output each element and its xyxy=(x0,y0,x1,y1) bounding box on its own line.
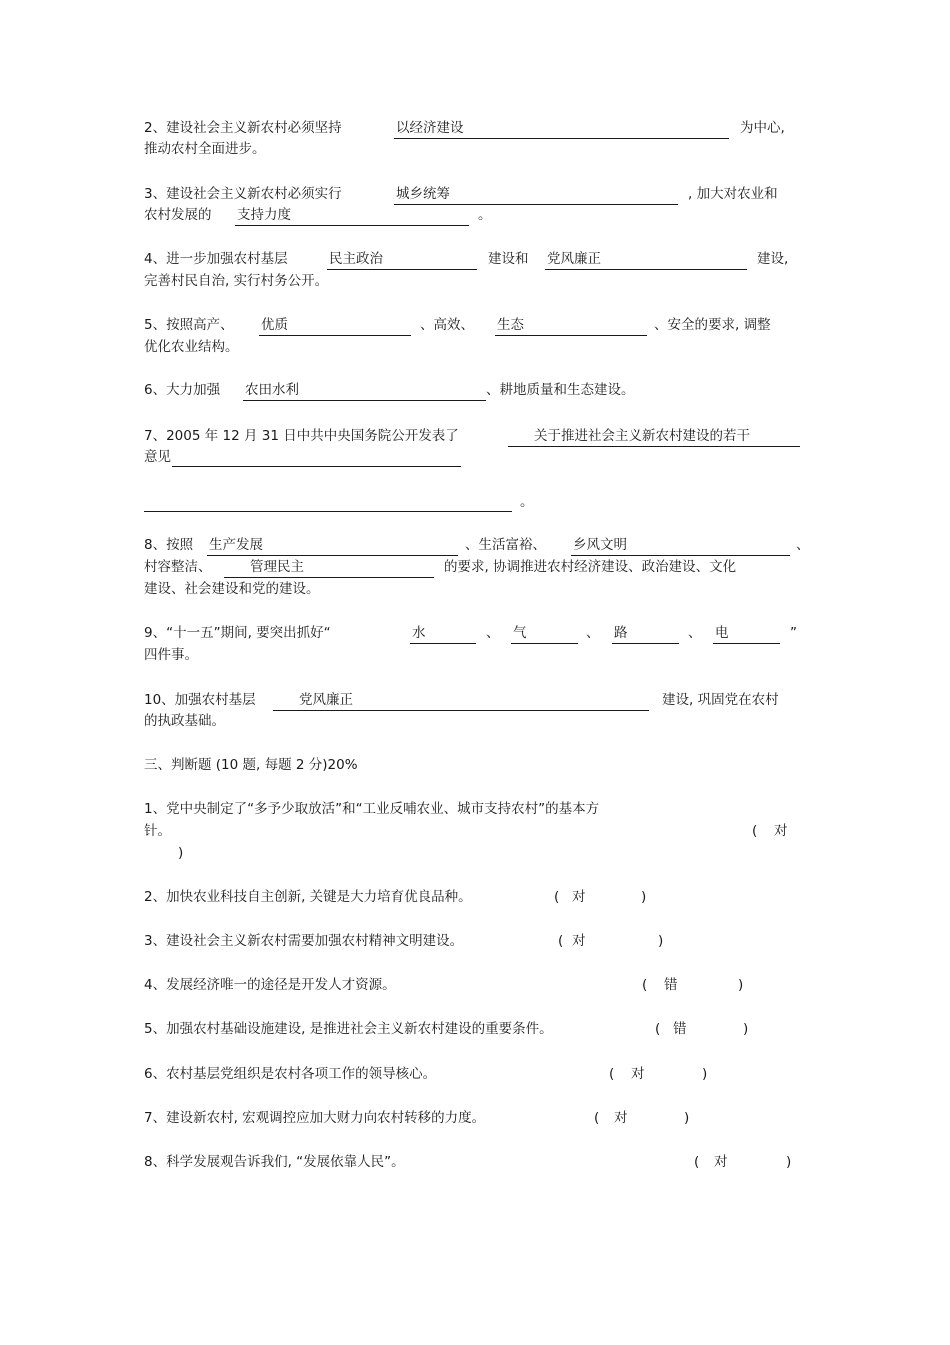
q8-mid: 、生活富裕、 xyxy=(465,537,546,553)
q3-answer-blank-1: 城乡统筹 xyxy=(394,184,678,205)
q9-answer-blank-1: 水 xyxy=(410,623,476,644)
judgement-1-text: 1、党中央制定了“多予少取放活”和“工业反哺农业、城市支持农村”的基本方 xyxy=(144,801,600,817)
q5-mid: 、高效、 xyxy=(420,317,474,333)
q10-answer-blank: 党风廉正 xyxy=(273,690,649,711)
q9-answer-blank-4: 电 xyxy=(713,623,780,644)
q9-line2: 四件事。 xyxy=(144,647,198,663)
q8-prefix: 8、按照 xyxy=(144,537,194,553)
section-3-heading: 三、判断题 (10 题, 每题 2 分)20% xyxy=(144,757,358,773)
judgement-4-close: ) xyxy=(738,977,744,993)
q9-close-quote: ” xyxy=(790,625,797,641)
q5-answer-blank-1: 优质 xyxy=(259,315,411,336)
q4-answer-blank-2: 党风廉正 xyxy=(545,249,747,270)
q9-answer-blank-3: 路 xyxy=(612,623,679,644)
q8-line3: 建设、社会建设和党的建设。 xyxy=(144,581,320,597)
judgement-5-text: 5、加强农村基础设施建设, 是推进社会主义新农村建设的重要条件。 xyxy=(144,1021,553,1037)
judgement-8-open: ( xyxy=(694,1154,700,1170)
q7-prefix: 7、2005 年 12 月 31 日中共中央国务院公开发表了 xyxy=(144,428,459,444)
q7-answer-blank: 关于推进社会主义新农村建设的若干 xyxy=(508,426,800,447)
q7-blank-line3 xyxy=(144,492,512,512)
q10-line2: 的执政基础。 xyxy=(144,713,225,729)
q4-prefix: 4、进一步加强农村基层 xyxy=(144,251,288,267)
q3-line2-prefix: 农村发展的 xyxy=(144,207,212,223)
q9-prefix: 9、“十一五”期间, 要突出抓好“ xyxy=(144,625,331,641)
q5-answer-blank-2: 生态 xyxy=(495,315,647,336)
q9-sep-2: 、 xyxy=(586,625,600,641)
q3-mid: , 加大对农业和 xyxy=(688,186,778,202)
judgement-1-open: ( xyxy=(752,823,758,839)
q2-answer-blank: 以经济建设 xyxy=(394,118,729,139)
q2-prefix: 2、建设社会主义新农村必须坚持 xyxy=(144,120,342,136)
q10-prefix: 10、加强农村基层 xyxy=(144,692,256,708)
q5-suffix: 、安全的要求, 调整 xyxy=(654,317,771,333)
judgement-4-open: ( xyxy=(642,977,648,993)
q9-answer-blank-2: 气 xyxy=(511,623,578,644)
q6-suffix: 、耕地质量和生态建设。 xyxy=(486,382,635,398)
judgement-8-close: ) xyxy=(786,1154,792,1170)
q3-end: 。 xyxy=(478,207,492,223)
q3-answer-blank-2: 支持力度 xyxy=(235,205,469,226)
judgement-1-close: ) xyxy=(178,845,184,861)
judgement-2-open: ( xyxy=(554,889,560,905)
q8-answer-blank-3: 管理民主 xyxy=(224,557,434,578)
q4-suffix: 建设, xyxy=(757,251,789,267)
judgement-7-answer: 对 xyxy=(614,1110,628,1126)
judgement-3-answer: 对 xyxy=(572,933,586,949)
judgement-8-text: 8、科学发展观告诉我们, “发展依靠人民”。 xyxy=(144,1154,405,1170)
q8-line2-suffix: 的要求, 协调推进农村经济建设、政治建设、文化 xyxy=(444,559,737,575)
judgement-6-close: ) xyxy=(702,1066,708,1082)
judgement-4-text: 4、发展经济唯一的途径是开发人才资源。 xyxy=(144,977,396,993)
q9-sep-1: 、 xyxy=(486,625,500,641)
q8-answer-blank-1: 生产发展 xyxy=(207,535,458,556)
judgement-3-text: 3、建设社会主义新农村需要加强农村精神文明建设。 xyxy=(144,933,464,949)
judgement-3-close: ) xyxy=(658,933,664,949)
judgement-7-text: 7、建设新农村, 宏观调控应加大财力向农村转移的力度。 xyxy=(144,1110,486,1126)
judgement-5-open: ( xyxy=(655,1021,661,1037)
q4-answer-blank-1: 民主政治 xyxy=(327,249,477,270)
q6-prefix: 6、大力加强 xyxy=(144,382,221,398)
judgement-6-text: 6、农村基层党组织是农村各项工作的领导核心。 xyxy=(144,1066,437,1082)
judgement-7-close: ) xyxy=(684,1110,690,1126)
judgement-6-open: ( xyxy=(609,1066,615,1082)
q7-end: 。 xyxy=(520,494,534,510)
q4-mid: 建设和 xyxy=(488,251,529,267)
q2-line2: 推动农村全面进步。 xyxy=(144,141,266,157)
q8-line2-prefix: 村容整洁、 xyxy=(144,559,212,575)
q2-suffix: 为中心, xyxy=(740,120,785,136)
q5-line2: 优化农业结构。 xyxy=(144,339,239,355)
q7-line2-text: 意见 xyxy=(144,449,171,465)
q4-line2: 完善村民自治, 实行村务公开。 xyxy=(144,273,329,289)
q7-blank-line2 xyxy=(172,447,461,467)
judgement-3-open: ( xyxy=(558,933,564,949)
q8-post: 、 xyxy=(796,537,810,553)
judgement-4-answer: 错 xyxy=(664,977,678,993)
q6-answer-blank: 农田水利 xyxy=(243,380,486,401)
judgement-1-answer: 对 xyxy=(774,823,788,839)
judgement-2-answer: 对 xyxy=(572,889,586,905)
q10-suffix: 建设, 巩固党在农村 xyxy=(662,692,779,708)
q8-answer-blank-2: 乡风文明 xyxy=(571,535,790,556)
q3-prefix: 3、建设社会主义新农村必须实行 xyxy=(144,186,342,202)
judgement-2-close: ) xyxy=(641,889,647,905)
judgement-7-open: ( xyxy=(594,1110,600,1126)
q5-prefix: 5、按照高产、 xyxy=(144,317,234,333)
judgement-8-answer: 对 xyxy=(714,1154,728,1170)
judgement-2-text: 2、加快农业科技自主创新, 关键是大力培育优良品种。 xyxy=(144,889,472,905)
judgement-5-answer: 错 xyxy=(673,1021,687,1037)
judgement-5-close: ) xyxy=(743,1021,749,1037)
judgement-6-answer: 对 xyxy=(631,1066,645,1082)
q9-sep-3: 、 xyxy=(688,625,702,641)
judgement-1-line2: 针。 xyxy=(144,823,171,839)
